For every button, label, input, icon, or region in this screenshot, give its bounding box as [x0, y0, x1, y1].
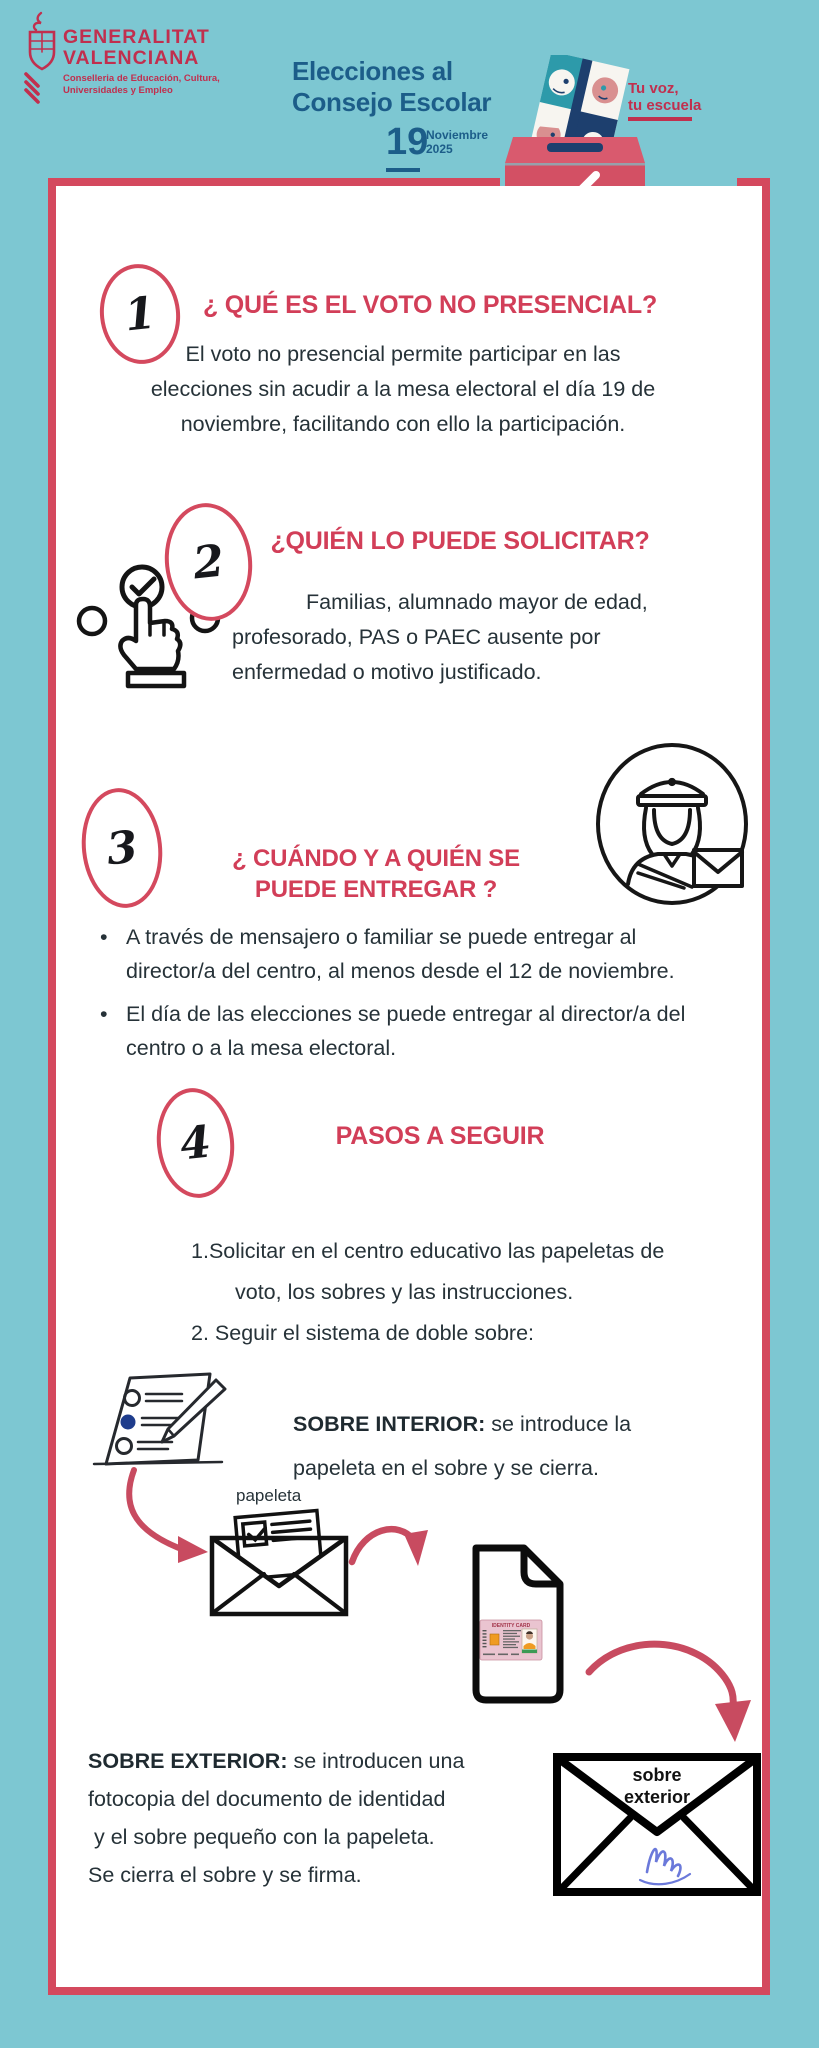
step1-text1: Solicitar en el centro educativo las papeletas de [208, 1239, 665, 1263]
id-card-graphic [480, 1620, 542, 1660]
section2-body [232, 585, 668, 690]
section2-title: ¿QUIÉN LO PUEDE SOLICITAR? [270, 527, 650, 555]
org-name-line2: VALENCIANA [63, 47, 200, 69]
list-item [100, 997, 720, 1065]
section4-number: 4 [177, 1116, 214, 1170]
election-year: 2025 [426, 142, 453, 156]
section2-body-line2: profesorado, PAS o PAEC ausente por [232, 625, 601, 649]
slogan-underline [628, 117, 692, 121]
slogan-line1: Tu voz, [628, 80, 679, 97]
section3-number: 3 [104, 821, 140, 875]
step2-number: 2. [191, 1321, 209, 1345]
section3-bullets [100, 920, 720, 1074]
slogan-line2: tu escuela [628, 97, 702, 114]
bullet1-line1: A través de mensajero o familiar se puede entregar al [126, 925, 637, 949]
sobre-interior-line1 [293, 1402, 673, 1446]
dept-line1: Conselleria de Educación, Cultura, [63, 73, 220, 84]
section1-body-line2: elecciones sin acudir a la mesa electoral el día 19 de [150, 377, 656, 401]
sobre-exterior-label: SOBRE EXTERIOR: [88, 1749, 288, 1773]
envelope-exterior-label-line1: sobre [632, 1765, 682, 1785]
sobre-exterior-line1 [88, 1742, 488, 1780]
sobre-exterior-line4: Se cierra el sobre y se firma. [88, 1863, 362, 1887]
section2-body-line3: enfermedad o motivo justificado. [232, 660, 542, 684]
gva-emblem-icon [22, 10, 62, 104]
section4-title: PASOS A SEGUIR [335, 1122, 545, 1150]
bullet2-line2: centro o a la mesa electoral. [126, 1036, 397, 1060]
dept-line2: Universidades y Empleo [63, 84, 173, 96]
election-date-month-year [426, 128, 488, 156]
section3-title-line2: PUEDE ENTREGAR ? [254, 876, 498, 903]
poster-title [292, 56, 491, 118]
poster-title-line2: Consejo Escolar [292, 87, 492, 117]
section3-title [190, 843, 562, 905]
bullet-dot: • [100, 925, 108, 949]
section1-body-line3: noviembre, facilitando con ello la participación. [180, 412, 626, 436]
frame-top-left-segment [48, 178, 500, 186]
step1-number: 1. [191, 1239, 209, 1263]
sobre-exterior-line3: y el sobre pequeño con la papeleta. [88, 1825, 435, 1849]
poster-title-line1: Elecciones al [292, 56, 453, 86]
ballot-pen-icon [88, 1372, 228, 1474]
step2-text: Seguir el sistema de doble sobre: [208, 1321, 535, 1345]
step1-text2: voto, los sobres y las instrucciones. [235, 1280, 574, 1304]
sobre-interior-line2: papeleta en el sobre y se cierra. [293, 1456, 599, 1480]
bullet-dot: • [100, 1002, 108, 1026]
slogan [628, 80, 701, 114]
bullet2-line1: El día de las elecciones se puede entregar al director/a del [126, 1002, 686, 1026]
section3-title-line1: ¿ CUÁNDO Y A QUIÉN SE [232, 845, 520, 872]
gva-logo-text [63, 27, 220, 96]
org-name-line1: GENERALITAT [63, 26, 210, 48]
section1-body-line1: El voto no presencial permite participar en las [185, 342, 621, 366]
id-card-title: IDENTITY CARD [491, 1623, 531, 1629]
postal-worker-icon [594, 742, 751, 907]
section4-steps [191, 1231, 751, 1354]
sobre-interior-rest: se introduce la [485, 1412, 632, 1436]
envelope-exterior-label [592, 1764, 722, 1808]
frame-top-right-segment [737, 178, 770, 186]
arrow-icon [348, 1516, 438, 1578]
sobre-exterior-rest: se introducen una [287, 1749, 465, 1773]
section1-number: 1 [122, 287, 158, 341]
envelope-exterior-label-line2: exterior [623, 1787, 691, 1807]
election-date-day: 19 [386, 121, 429, 163]
open-envelope-icon [208, 1508, 350, 1618]
sobre-interior-text [293, 1402, 673, 1490]
papeleta-label: papeleta [236, 1486, 302, 1505]
sobre-interior-label: SOBRE INTERIOR: [293, 1412, 486, 1436]
section2-body-line1: Familias, alumnado mayor de edad, [306, 590, 648, 614]
bullet1-line2: director/a del centro, al menos desde el 12 de noviembre. [126, 959, 675, 983]
step1-line2 [191, 1272, 751, 1313]
section1-body [97, 337, 709, 442]
step1-line1 [191, 1231, 751, 1272]
sobre-exterior-line2: fotocopia del documento de identidad [88, 1787, 446, 1811]
arrow-icon [585, 1630, 755, 1748]
date-underline [386, 168, 420, 172]
section2-number: 2 [190, 535, 227, 589]
step2-line1 [191, 1313, 751, 1354]
id-document-icon [448, 1542, 574, 1707]
sobre-exterior-text [88, 1742, 488, 1894]
arrow-icon [112, 1466, 212, 1566]
section1-title: ¿ QUÉ ES EL VOTO NO PRESENCIAL? [202, 291, 658, 319]
list-item [100, 920, 720, 988]
election-month: Noviembre [426, 128, 489, 142]
